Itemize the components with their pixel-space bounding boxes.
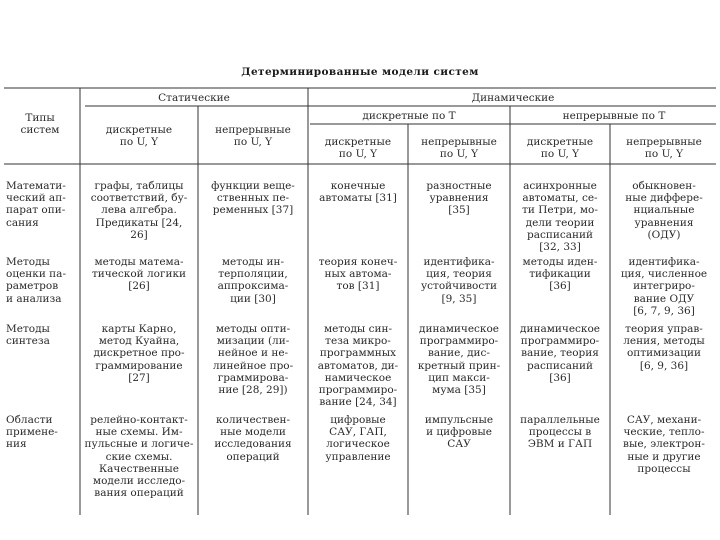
group-dynamic: Динамические [471, 92, 555, 104]
row-label-apparatus: Математи- ческий ап- парат опи- сания [6, 180, 66, 229]
table-cell: методы ин- терполяции, аппроксима- ции [30] [217, 256, 289, 305]
column-header: непрерывные по U, Y [626, 136, 702, 160]
table-cell: импульсные и цифровые САУ [424, 414, 494, 451]
table-cell: методы опти- мизации (ли- нейное и не- линейное про- граммирова- ние [28, 29]) [212, 323, 294, 397]
table-cell: методы син- теза микро- программных автоматов, ди- намическое программиро- вание [24, 34] [317, 323, 399, 409]
table-cell: динамическое программиро- вание, дис- кретный прин- цип макси- мума [35] [417, 323, 501, 397]
table-cell: графы, таблицы соответствий, бу- лева алгебра. Предикаты [24, 26] [90, 180, 188, 241]
table-cell: разностные уравнения [35] [426, 180, 492, 217]
table-cell: функции веще- ственных пе- ременных [37] [211, 180, 295, 217]
row-label-applications: Области примене- ния [6, 414, 58, 451]
table-cell: идентифика- ция, численное интегриро- вание ОДУ [6, 7, 9, 36] [620, 256, 708, 317]
column-header: дискретные по U, Y [324, 136, 392, 160]
table-cell: цифровые САУ, ГАП, логическое управление [325, 414, 391, 463]
group-static: Статические [158, 92, 230, 104]
table-cell: асинхронные автоматы, се- ти Петри, мо- дели теории расписаний [32, 33] [522, 180, 598, 254]
table-cell: обыкновен- ные диффере- нциальные уравнения (ОДУ) [625, 180, 703, 241]
table-title: Детерминированные модели систем [241, 66, 479, 78]
column-header: непрерывные по U, Y [215, 124, 291, 148]
row-label-synthesis: Методы синтеза [6, 323, 50, 348]
column-header: дискретные по U, Y [105, 124, 173, 148]
table-cell: релейно-контакт- ные схемы. Им- пульсные и логиче- ские схемы. Качественные модели исследо- вания операций [84, 414, 194, 500]
table-cell: методы матема- тической логики [26] [91, 256, 187, 293]
row-label-analysis: Методы оценки па- раметров и анализа [6, 256, 66, 305]
table-cell: САУ, механи- ческие, тепло- вые, электрон- ные и другие процессы [623, 414, 705, 475]
subgroup-continuous-t: непрерывные по T [562, 110, 666, 122]
table-cell: карты Карно, метод Куайна, дискретное про- граммирование [27] [93, 323, 185, 384]
table-cell: количествен- ные модели исследования операций [214, 414, 292, 463]
table-cell: теория конеч- ных автома- тов [31] [318, 256, 398, 293]
subgroup-discrete-t: дискретные по T [362, 110, 456, 122]
corner-label: Типы систем [20, 112, 60, 136]
table-cell: динамическое программиро- вание, теория расписаний [36] [519, 323, 601, 384]
table-cell: идентифика- ция, теория устойчивости [9, 35] [420, 256, 498, 305]
table-cell: параллельные процессы в ЭВМ и ГАП [520, 414, 600, 451]
column-header: дискретные по U, Y [526, 136, 594, 160]
table-cell: теория управ- ления, методы оптимизации [6, 9, 36] [623, 323, 705, 372]
table-cell: конечные автоматы [31] [319, 180, 397, 205]
table-cell: методы иден- тификации [36] [522, 256, 598, 293]
column-header: непрерывные по U, Y [421, 136, 497, 160]
